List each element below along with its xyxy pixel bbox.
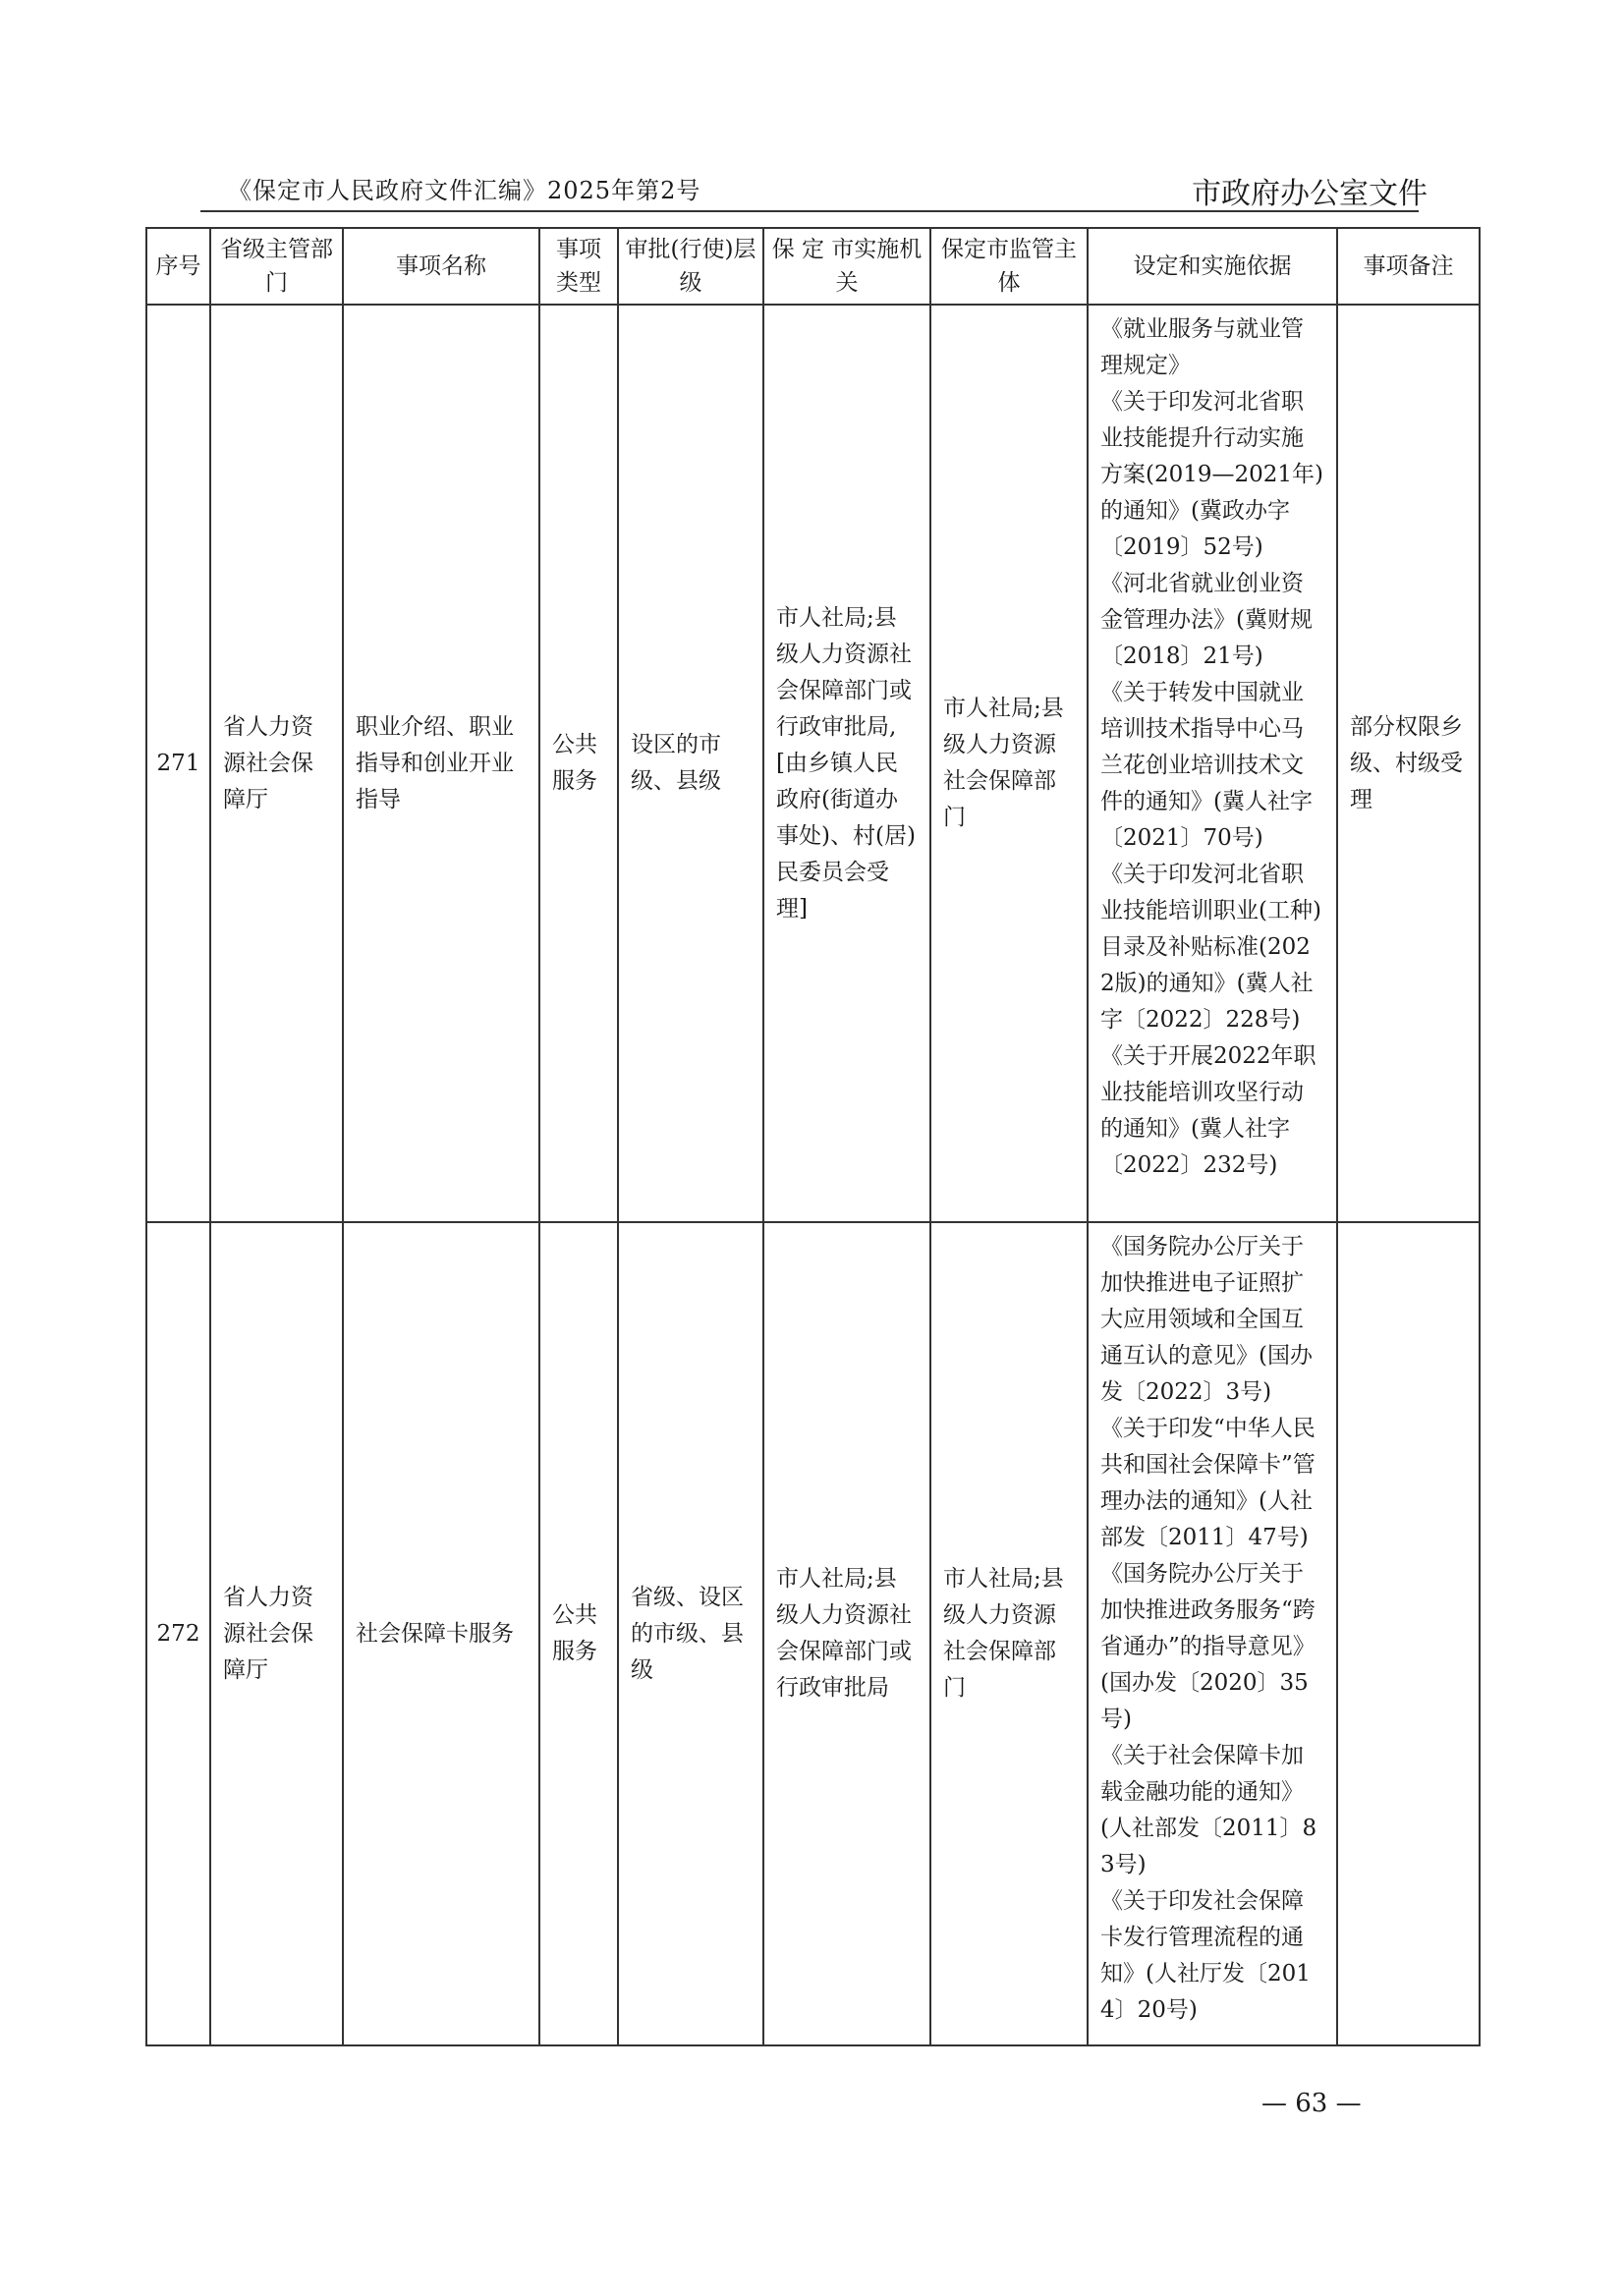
header-remark: 事项备注 — [1337, 228, 1480, 305]
row-remark — [1337, 1222, 1480, 2045]
row-department: 省人力资源社会保障厅 — [210, 1222, 343, 2045]
row-item-name: 社会保障卡服务 — [343, 1222, 539, 2045]
basis-item: 《关于印发社会保障卡发行管理流程的通知》(人社厅发〔2014〕20号) — [1100, 1888, 1311, 2023]
table-row — [146, 1222, 1480, 2045]
table-row — [146, 305, 1480, 1222]
basis-item: 《国务院办公厅关于加快推进电子证照扩大应用领域和全国互通互认的意见》(国办发〔2022〕3号) — [1100, 1234, 1313, 1405]
row-department: 省人力资源社会保障厅 — [210, 305, 343, 1222]
row-supervisor: 市人社局;县级人力资源社会保障部门 — [930, 305, 1088, 1222]
row-level: 设区的市级、县级 — [618, 305, 763, 1222]
administrative-items-table — [145, 227, 1481, 2046]
basis-item: 《关于社会保障卡加载金融功能的通知》(人社部发〔2011〕83号) — [1100, 1743, 1317, 1877]
row-agency: 市人社局;县级人力资源社会保障部门或行政审批局,[由乡镇人民政府(街道办事处)、村(居)民委员会受理] — [763, 305, 930, 1222]
basis-item: 《河北省就业创业资金管理办法》(冀财规〔2018〕21号) — [1100, 571, 1313, 669]
header-department: 省级主管部 门 — [210, 228, 343, 305]
basis-item: 《国务院办公厅关于加快推进政务服务“跨省通办”的指导意见》(国办发〔2020〕35号) — [1100, 1561, 1316, 1732]
row-item-name: 职业介绍、职业指导和创业开业指导 — [343, 305, 539, 1222]
row-agency: 市人社局;县级人力资源社会保障部门或行政审批局 — [763, 1222, 930, 2045]
page-number: — 63 — — [1261, 2089, 1362, 2118]
table-header-row — [146, 228, 1480, 305]
basis-item: 《关于转发中国就业培训技术指导中心马兰花创业培训技术文件的通知》(冀人社字〔2021〕70号) — [1100, 680, 1313, 851]
basis-item: 《关于印发河北省职业技能提升行动实施方案(2019—2021年)的通知》(冀政办字〔2019〕52号) — [1100, 389, 1324, 560]
row-no: 272 — [146, 1222, 210, 2045]
header-no: 序号 — [146, 228, 210, 305]
header-item-type: 事项类型 — [539, 228, 618, 305]
row-basis — [1088, 1222, 1337, 2045]
header-divider — [200, 210, 1419, 212]
header-level: 审批(行使)层 级 — [618, 228, 763, 305]
header-basis: 设定和实施依据 — [1088, 228, 1337, 305]
row-basis — [1088, 305, 1337, 1222]
basis-item: 《关于印发河北省职业技能培训职业(工种)目录及补贴标准(2022版)的通知》(冀人社字〔2022〕228号) — [1100, 862, 1321, 1033]
header-item-name: 事项名称 — [343, 228, 539, 305]
row-item-type: 公共服务 — [539, 1222, 618, 2045]
basis-item: 《关于印发“中华人民共和国社会保障卡”管理办法的通知》(人社部发〔2011〕47号) — [1100, 1416, 1316, 1550]
row-supervisor: 市人社局;县级人力资源社会保障部门 — [930, 1222, 1088, 2045]
section-title: 市政府办公室文件 — [1192, 177, 1428, 211]
header-supervisor: 保定市监管主体 — [930, 228, 1088, 305]
basis-item: 《就业服务与就业管理规定》 — [1100, 316, 1304, 378]
row-no: 271 — [146, 305, 210, 1222]
publication-title: 《保定市人民政府文件汇编》2025年第2号 — [228, 177, 701, 204]
row-level: 省级、设区的市级、县级 — [618, 1222, 763, 2045]
header-agency: 保 定 市实施机关 — [763, 228, 930, 305]
basis-item: 《关于开展2022年职业技能培训攻坚行动的通知》(冀人社字〔2022〕232号) — [1100, 1043, 1316, 1178]
row-item-type: 公共服务 — [539, 305, 618, 1222]
row-remark: 部分权限乡级、村级受理 — [1337, 305, 1480, 1222]
